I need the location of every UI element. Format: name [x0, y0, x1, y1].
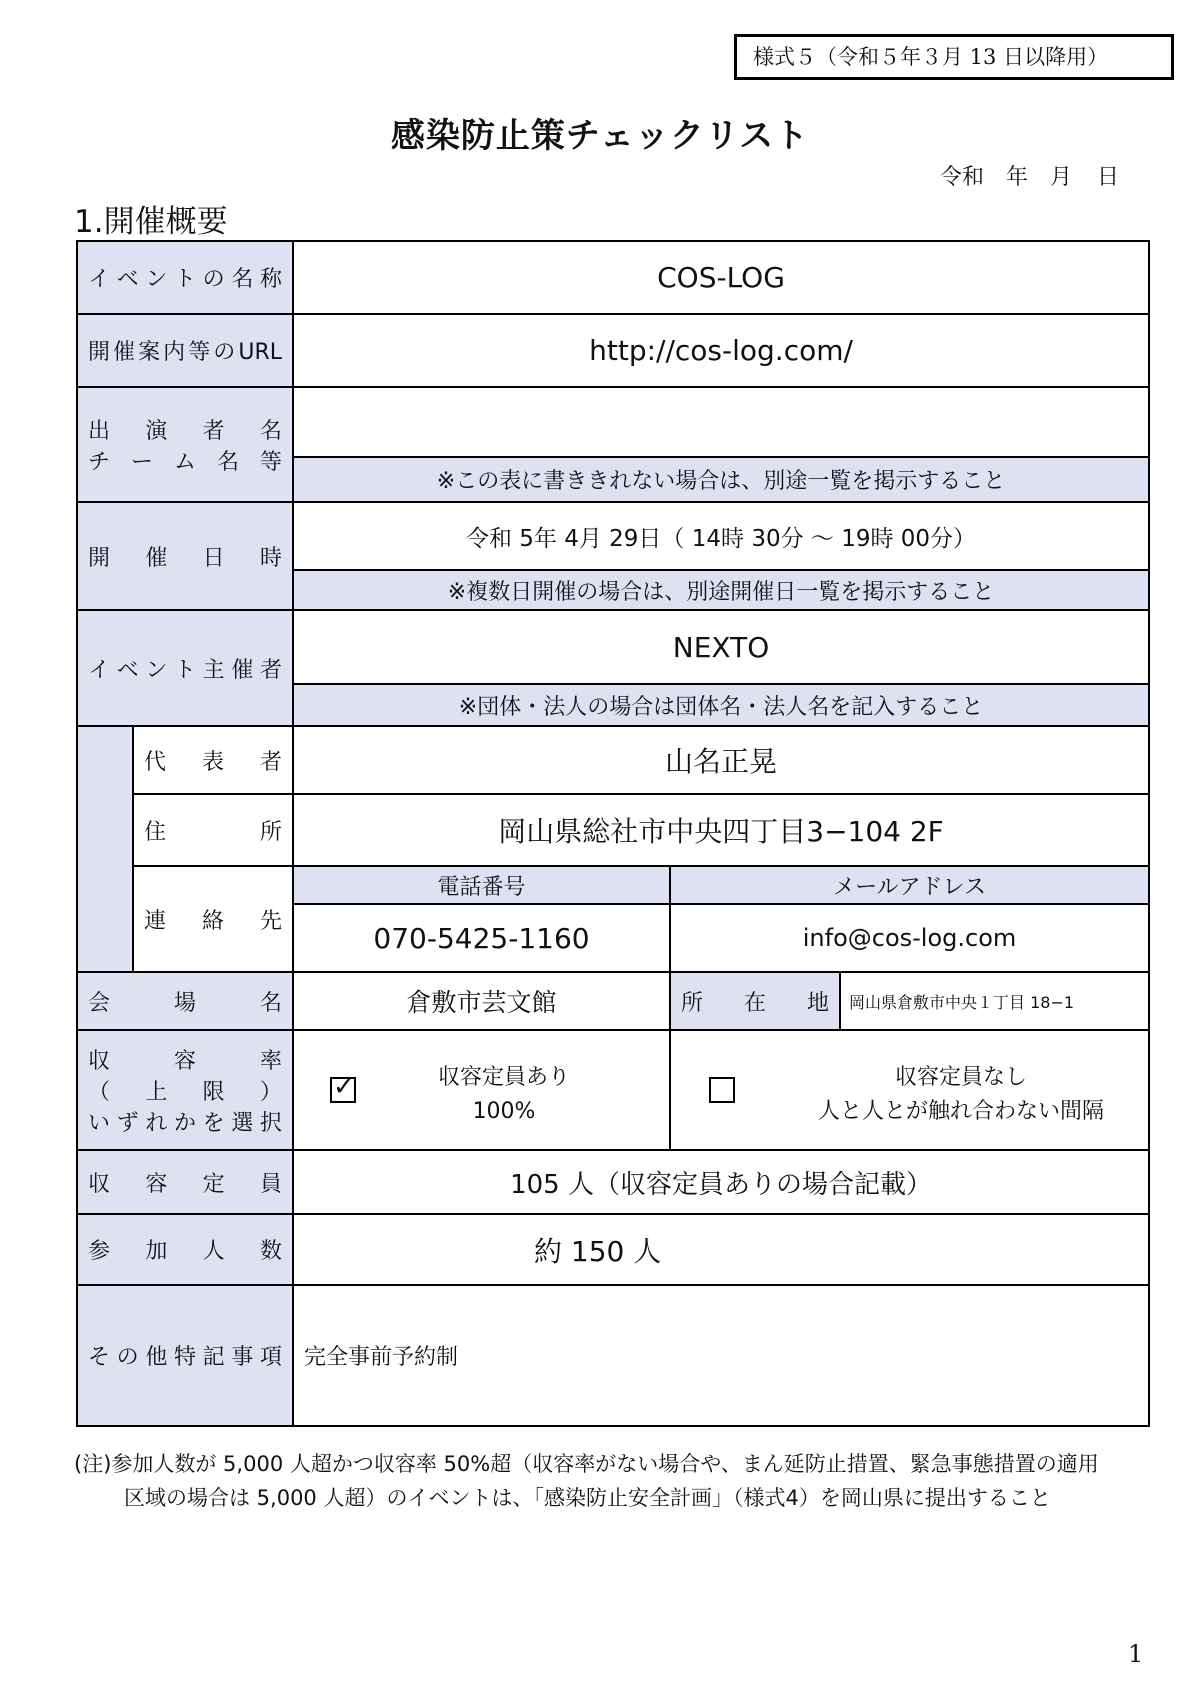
form-id-box: 様式５（令和５年３月 13 日以降用） — [734, 34, 1174, 80]
row-other — [77, 1285, 1149, 1426]
representative-value[interactable]: 山名正晃 — [293, 726, 1149, 794]
row-datetime — [77, 502, 1149, 570]
address-label: 住所 — [133, 794, 293, 866]
other-value[interactable]: 完全事前予約制 — [293, 1285, 1149, 1426]
capacity-option-with-limit[interactable] — [293, 1030, 670, 1150]
footnote-line1: (注)参加人数が 5,000 人超かつ収容率 50%超（収容率がない場合や、まん延防止措置、緊急事態措置の適用 — [74, 1452, 1099, 1476]
address-value[interactable]: 岡山県総社市中央四丁目3−104 2F — [293, 794, 1149, 866]
organizer-value[interactable]: NEXTO — [293, 610, 1149, 684]
footnote-line2: 区域の場合は 5,000 人超）のイベントは、「感染防止安全計画」（様式4）を岡山県に提出すること — [124, 1486, 1051, 1510]
footnote — [74, 1447, 1099, 1515]
performers-note: ※この表に書ききれない場合は、別途一覧を掲示すること — [293, 457, 1149, 502]
overview-table — [76, 240, 1150, 1427]
option1-line2: 100% — [472, 1099, 536, 1124]
performers-value[interactable] — [293, 387, 1149, 457]
row-representative — [77, 726, 1149, 794]
row-url — [77, 314, 1149, 387]
section-heading: 1.開催概要 — [74, 204, 228, 240]
checkbox-checked-icon[interactable]: ✓ — [330, 1077, 356, 1103]
datetime-note: ※複数日開催の場合は、別途開催日一覧を掲示すること — [293, 570, 1149, 610]
row-contact-header — [77, 866, 1149, 904]
organizer-label: イベント主催者 — [77, 610, 293, 726]
page-title: 感染防止策チェックリスト — [390, 116, 810, 156]
row-organizer — [77, 610, 1149, 684]
participants-label: 参加人数 — [77, 1214, 293, 1285]
option1-line1: 収容定員あり — [438, 1065, 571, 1090]
email-header: メールアドレス — [670, 866, 1149, 904]
page-number: 1 — [1128, 1640, 1144, 1668]
checkbox-unchecked-icon[interactable] — [709, 1077, 735, 1103]
row-capacity-rate — [77, 1030, 1149, 1150]
date-line: 令和 年 月 日 — [940, 165, 1119, 190]
capacity-rate-label: 収容率 （上限） いずれかを選択 — [77, 1030, 293, 1150]
url-label: 開催案内等のURL — [77, 314, 293, 387]
row-participants — [77, 1214, 1149, 1285]
option2-line2: 人と人とが触れ合わない間隔 — [818, 1099, 1105, 1124]
performers-label: 出演者名 チーム名等 — [77, 387, 293, 502]
location-label: 所在地 — [670, 972, 840, 1030]
row-performers — [77, 387, 1149, 457]
row-address — [77, 794, 1149, 866]
representative-label: 代表者 — [133, 726, 293, 794]
venue-label: 会場名 — [77, 972, 293, 1030]
datetime-label: 開催日時 — [77, 502, 293, 610]
row-capacity — [77, 1150, 1149, 1214]
row-event-name — [77, 241, 1149, 314]
venue-value[interactable]: 倉敷市芸文館 — [293, 972, 670, 1030]
organizer-note: ※団体・法人の場合は団体名・法人名を記入すること — [293, 684, 1149, 726]
other-label: その他特記事項 — [77, 1285, 293, 1426]
phone-value[interactable]: 070-5425-1160 — [293, 904, 670, 972]
datetime-value[interactable]: 令和 5年 4月 29日（ 14時 30分 ～ 19時 00分） — [293, 502, 1149, 570]
location-value[interactable]: 岡山県倉敷市中央１丁目 18−1 — [840, 972, 1149, 1030]
contact-label: 連絡先 — [133, 866, 293, 972]
organizer-sub-indent — [77, 726, 133, 972]
capacity-label: 収容定員 — [77, 1150, 293, 1214]
capacity-value[interactable]: 105 人（収容定員ありの場合記載） — [293, 1150, 1149, 1214]
row-venue — [77, 972, 1149, 1030]
url-value[interactable]: http://cos-log.com/ — [293, 314, 1149, 387]
capacity-option-no-limit[interactable] — [670, 1030, 1149, 1150]
email-value[interactable]: info@cos-log.com — [670, 904, 1149, 972]
phone-header: 電話番号 — [293, 866, 670, 904]
event-name-label: イベントの名称 — [77, 241, 293, 314]
participants-value[interactable]: 約 150 人 — [293, 1214, 1149, 1285]
option2-line1: 収容定員なし — [895, 1065, 1028, 1090]
event-name-value[interactable]: COS-LOG — [293, 241, 1149, 314]
